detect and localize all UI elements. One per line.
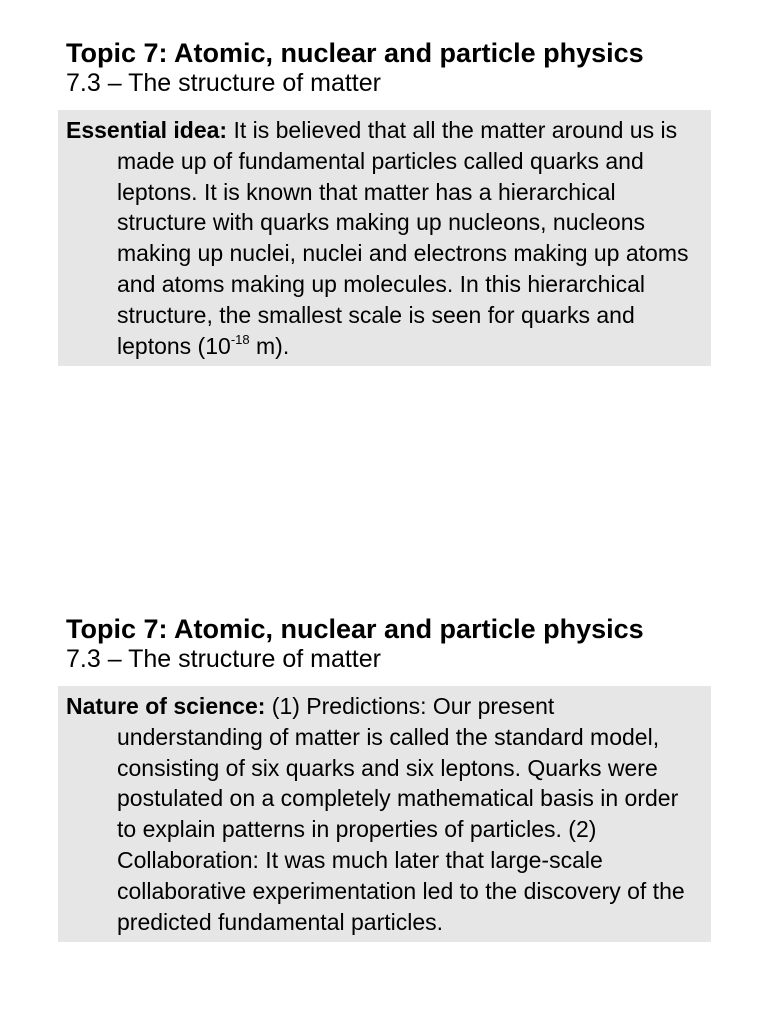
essential-idea-box <box>58 110 711 366</box>
essential-idea-label: Essential idea: <box>66 117 228 143</box>
subtopic-title: 7.3 – The structure of matter <box>66 69 381 97</box>
essential-idea-paragraph <box>66 115 693 361</box>
topic-title: Topic 7: Atomic, nuclear and particle physics <box>66 614 644 644</box>
nature-of-science-label: Nature of science: <box>66 693 266 719</box>
nature-of-science-paragraph <box>66 691 693 937</box>
subtopic-title: 7.3 – The structure of matter <box>66 645 381 673</box>
nature-of-science-slide <box>58 614 711 942</box>
essential-idea-text-end: m). <box>249 332 290 359</box>
nature-of-science-text: (1) Predictions: Our present understanding of matter is called the standard model, consisting of six quarks and six leptons. Quarks were postulated on a completely mathematical basis in order to explain patterns in properties of particles. (2) Collaboration: It was much later that large-scale collaborative experimentation led to the discovery of the predicted fundamental particles. <box>117 693 685 935</box>
essential-idea-slide <box>58 38 711 366</box>
nature-of-science-box <box>58 686 711 942</box>
topic-title: Topic 7: Atomic, nuclear and particle physics <box>66 38 644 68</box>
essential-idea-text: It is believed that all the matter around us is made up of fundamental particles called quarks and leptons. It is known that matter has a hierarchical structure with quarks making up nucleons, nucleons making up nuclei, nuclei and electrons making up atoms and atoms making up molecules. In this hierarchical structure, the smallest scale is seen for quarks and leptons (10 <box>117 117 689 359</box>
scale-exponent: -18 <box>230 331 250 347</box>
